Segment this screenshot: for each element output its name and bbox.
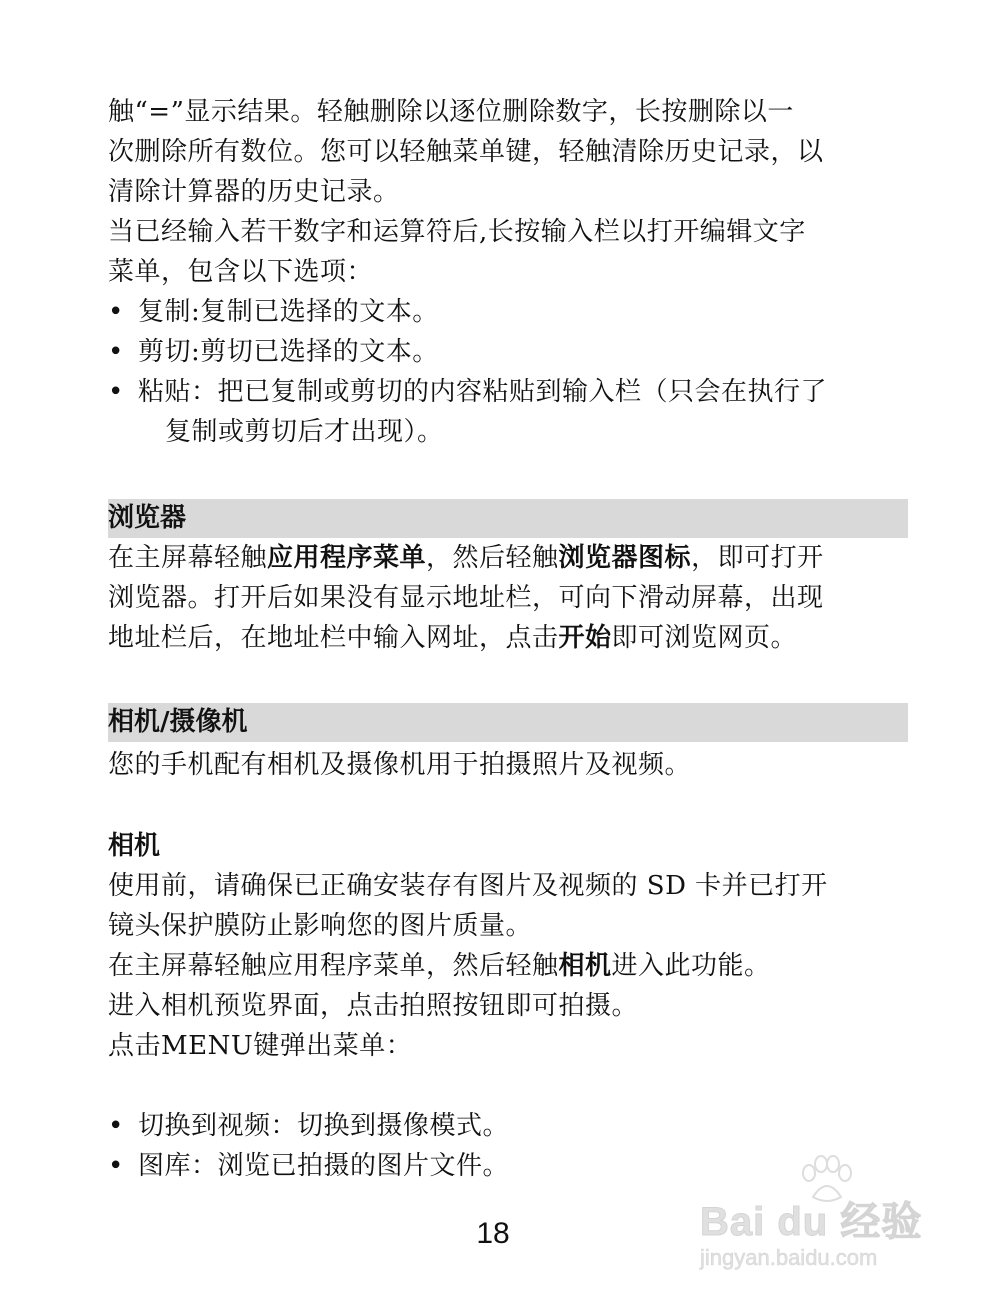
paragraph-line: 镜头保护膜防止影响您的图片质量。 <box>108 911 533 941</box>
bullet-icon: • <box>108 1151 124 1181</box>
bullet-item-cut: • 剪切:剪切已选择的文本。 <box>108 332 439 372</box>
paragraph-line: 使用前，请确保已正确安装存有图片及视频的 SD 卡并已打开 <box>108 871 828 901</box>
bold-term-start: 开始 <box>558 623 612 653</box>
bullet-icon: • <box>108 297 124 327</box>
paragraph-line: 次删除所有数位。您可以轻触菜单键，轻触清除历史记录，以 <box>108 137 824 167</box>
paragraph-line: 当已经输入若干数字和运算符后,长按输入栏以打开编辑文字 <box>108 217 806 247</box>
watermark-logo-text: Bai du 经验 <box>700 1200 923 1244</box>
bullet-item-switch-video: • 切换到视频：切换到摄像模式。 <box>108 1106 509 1146</box>
bullet-icon: • <box>108 377 124 407</box>
bold-term-app-menu: 应用程序菜单 <box>267 543 427 573</box>
bullet-icon: • <box>108 1111 124 1141</box>
section-heading-camera: 相机/摄像机 <box>108 707 248 737</box>
paragraph-line: 地址栏后，在地址栏中输入网址，点击开始即可浏览网页。 <box>108 623 798 653</box>
page-number: 18 <box>476 1217 510 1250</box>
paragraph-line: 进入相机预览界面，点击拍照按钮即可拍摄。 <box>108 991 639 1021</box>
paragraph-line: 触“=”显示结果。轻触删除以逐位删除数字，长按删除以一 <box>108 97 794 127</box>
subheading-camera: 相机 <box>108 831 161 861</box>
paragraph-line: 菜单，包含以下选项： <box>108 257 374 287</box>
section-heading-bar <box>108 499 908 538</box>
bullet-item-copy: • 复制:复制已选择的文本。 <box>108 292 439 332</box>
bullet-continuation: 复制或剪切后才出现）。 <box>165 417 444 447</box>
bullet-item-paste: • 粘贴：把已复制或剪切的内容粘贴到输入栏（只会在执行了 <box>108 372 827 412</box>
paragraph-line: 清除计算器的历史记录。 <box>108 177 400 207</box>
paragraph-line: 在主屏幕轻触应用程序菜单，然后轻触浏览器图标，即可打开 <box>108 543 824 573</box>
watermark-url: jingyan.baidu.com <box>700 1245 878 1270</box>
bold-term-camera: 相机 <box>558 951 612 981</box>
paragraph-line: 浏览器。打开后如果没有显示地址栏，可向下滑动屏幕，出现 <box>108 583 824 613</box>
bold-term-browser-icon: 浏览器图标 <box>558 543 692 573</box>
paragraph-line: 在主屏幕轻触应用程序菜单，然后轻触相机进入此功能。 <box>108 951 771 981</box>
paragraph-line: 点击MENU键弹出菜单： <box>108 1031 413 1061</box>
paragraph-line: 您的手机配有相机及摄像机用于拍摄照片及视频。 <box>108 750 692 780</box>
section-heading-bar <box>108 703 908 742</box>
section-heading-browser: 浏览器 <box>108 503 187 533</box>
bullet-icon: • <box>108 337 124 367</box>
baidu-watermark <box>700 1150 940 1280</box>
bullet-item-gallery: • 图库：浏览已拍摄的图片文件。 <box>108 1146 509 1186</box>
